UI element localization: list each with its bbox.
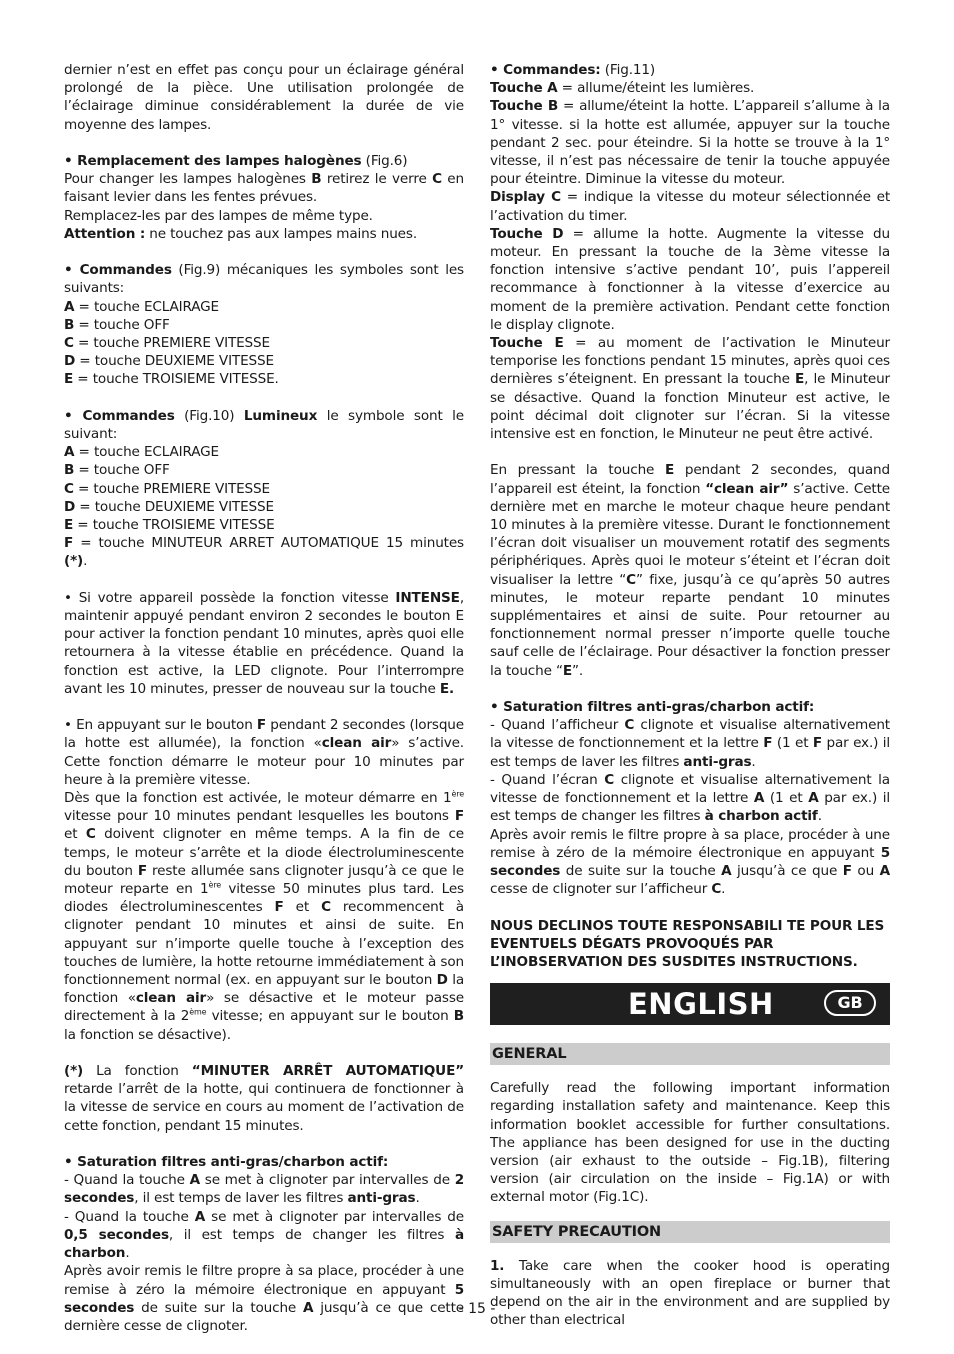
clean-air-paragraph: • En appuyant sur le bouton F pendant 2 secondes (lorsque la hotte est allumée), la fonction «clean air» s’active. Cette fonction démarre le moteur pour 10 minutes par heure à la première vitesse. Dès que la fonction est activée, le moteur démarre en 1ère vitesse pour 10 minutes pendant lesquelles les boutons F et C doivent clignoter en même temps. A la fin de ce temps, le moteur s’arrête et la diode électroluminescente du bouton F reste allumée sans clignoter jusqu’à ce que le moteur reparte en 1ère vitesse 50 minutes plus tard. Les diodes électroluminescentes F et C recommencent à clignoter pendant 10 minutes et ainsi de suite. En appuyant sur n’importe quelle touche à l’exception des touches de lumière, la hotte retourne immédiatement à son fonctionnement normal (ex. en appuyant sur le bouton D la fonction «clean air» se désactive et le moteur passe directement à la 2ème vitesse; en appuyant sur le bouton B la fonction se désactive). [64,717,465,1043]
commands-fig11-section: • Commandes: (Fig.11) Touche A = allume/éteint les lumières. Touche B = allume/éteint la hotte. L’appareil s’allume à la 1° vitesse. si la hotte est allumée, appuyer sur la touche pendant 2 sec. pour éteindre. Si la hotte se trouve à la 1° vitesse, il n’est pas nécessaire de tenir la touche appuyée pour éteintre. Diminue la vitesse du moteur. Display C = indique la vitesse du moteur sélectionnée et l’activation du timer. Touche D = allume la hotte. Augmente la vitesse du moteur. En pressant la touche de la 3ème vitesse la fonction intensive s’active pendant 10’, puis l’appereil recommance à fonctionner à la vitesse d’exercice au moment de la première activation. Pendant cette fonction le display clignote. Touche E = au moment de l’activation le Minuteur temporise les fonctions pendant 15 minutes, après quoi ces dernières s’éteignent. En pressant la touche E, le Minuteur se désactive. Quand la fonction Minuteur est active, le point décimal doit clignoter sur l’écran. Si la vitesse intensive est en fonction, le Minuteur ne peut être activé. [490,62,890,443]
clean-air-paragraph-right: En pressant la touche E pendant 2 secondes, quand l’appareil est éteint, la fonction “clean air” s’active. Cette dernière met en marche le moteur chaque heure pendant 10 minutes à la première vitesse. Durant le fonctionnement l’écran doit visualiser un mouvement rotatif des segments périphériques. Après quoi le moteur s’éteint et l’écran doit visualiser la lettre “C” fixe, jusqu’à ce qu’après 50 autres minutes, le moteur reparte pendant 10 minutes supplémentaires et ainsi de suite. Pour retourner au fonctionnement normal presser n’importe quelle touche sauf celle de l’éclairage. Pour désactiver la fonction presser la touche “E”. [490,462,890,679]
disclaimer-warning: NOUS DECLINOS TOUTE RESPONSABILI TE POUR LES EVENTUELS DÉGATS PROVOQUÉS PAR L’INOBSERVATION DES SUSDITES INSTRUCTIONS. [490,917,885,970]
page-number: - 15 - [458,1301,496,1317]
commands-fig10-section: • Commandes (Fig.10) Lumineux le symbole sont le suivant: A = touche ECLAIRAGE B = touche OFF C = touche PREMIERE VITESSE D = touche DEUXIEME VITESSE E = touche TROISIEME VITESSE F = touche MINUTEUR ARRET AUTOMATIQUE 15 minutes (*). [64,407,465,570]
banner-title: ENGLISH [628,987,774,1022]
right-column [490,61,890,1329]
intense-paragraph: • Si votre appareil possède la fonction vitesse INTENSE, maintenir appuyé pendant environ 2 secondes le bouton E pour activer la fonction pendant 10 minutes, après quoi elle retournera à la vitesse établie en précédence. Quand la fonction est active, la LED clignote. Pour l’interrompre avant les 10 minutes, presser de nouveau sur la touche E. [64,589,464,697]
language-badge: GB [824,990,876,1016]
halogen-section: • Remplacement des lampes halogènes (Fig.6) Pour changer les lampes halogènes B retirez le verre C en faisant levier dans les fentes prévues. Remplacez-les par des lampes de même type. Attention : ne touchez pas aux lampes mains nues. [64,153,464,242]
left-column [64,61,464,1335]
general-paragraph: Carefully read the following important information regarding installation safety and maintenance. Keep this information booklet accessible for further consultations. The appliance has been designed for use in the ducting version (air exhaust to the outside – Fig.1B), filtering version (air circulation on the inside – Fig.1A) or with external motor (Fig.1C). [490,1080,890,1206]
section-heading-general: GENERAL [490,1043,890,1065]
safety-paragraph: 1. Take care when the cooker hood is operating simultaneously with an open fireplace or burner that depend on the air in the environment and are supplied by other than electrical [490,1257,890,1329]
commands-fig9-section: • Commandes (Fig.9) mécaniques les symboles sont les suivants: A = touche ECLAIRAGE B = touche OFF C = touche PREMIERE VITESSE D = touche DEUXIEME VITESSE E = touche TROISIEME VITESSE. [64,262,464,388]
saturation-section-left: • Saturation filtres anti-gras/charbon actif: - Quand la touche A se met à clignoter par intervalles de 2 secondes, il est temps de laver les filtres anti-gras. - Quand la touche A se met à clignoter par intervalles de 0,5 secondes, il est temps de changer les filtres à charbon. Après avoir remis le filtre propre à sa place, procéder à une remise à zéro la mémoire électronique en appuyant 5 secondes de suite sur la touche A jusqu’à ce que cette dernière cesse de clignoter. [64,1154,465,1334]
saturation-section-right: • Saturation filtres anti-gras/charbon actif: - Quand l’afficheur C clignote et visualise alternativement la vitesse de fonctionnement et la lettre F (1 et F par ex.) il est temps de laver les filtres anti-gras. - Quand l’écran C clignote et visualise alternativement la vitesse de fonctionnement et la lettre A (1 et A par ex.) il est temps de changer les filtres à charbon actif. Après avoir remis le filtre propre à sa place, procéder à une remise à zéro de la mémoire électronique en appuyant 5 secondes de suite sur la touche A jusqu’à ce que F ou A cesse de clignoter sur l’afficheur C. [490,699,890,898]
section-heading-safety: SAFETY PRECAUTION [490,1221,890,1243]
language-banner [490,983,890,1025]
timer-paragraph: (*) La fonction “MINUTER ARRÊT AUTOMATIQUE” retarde l’arrêt de la hotte, qui continuera de fonctionner à la vitesse de service en cours au moment de l’activation de cette fonction, pendant 15 minutes. [64,1063,464,1134]
paragraph-lamp-note: dernier n’est en effet pas conçu pour un éclairage général prolongé de la pièce. Une utilisation prolongée de l’éclairage diminue considérablement la durée de vie moyenne des lampes. [64,62,464,133]
